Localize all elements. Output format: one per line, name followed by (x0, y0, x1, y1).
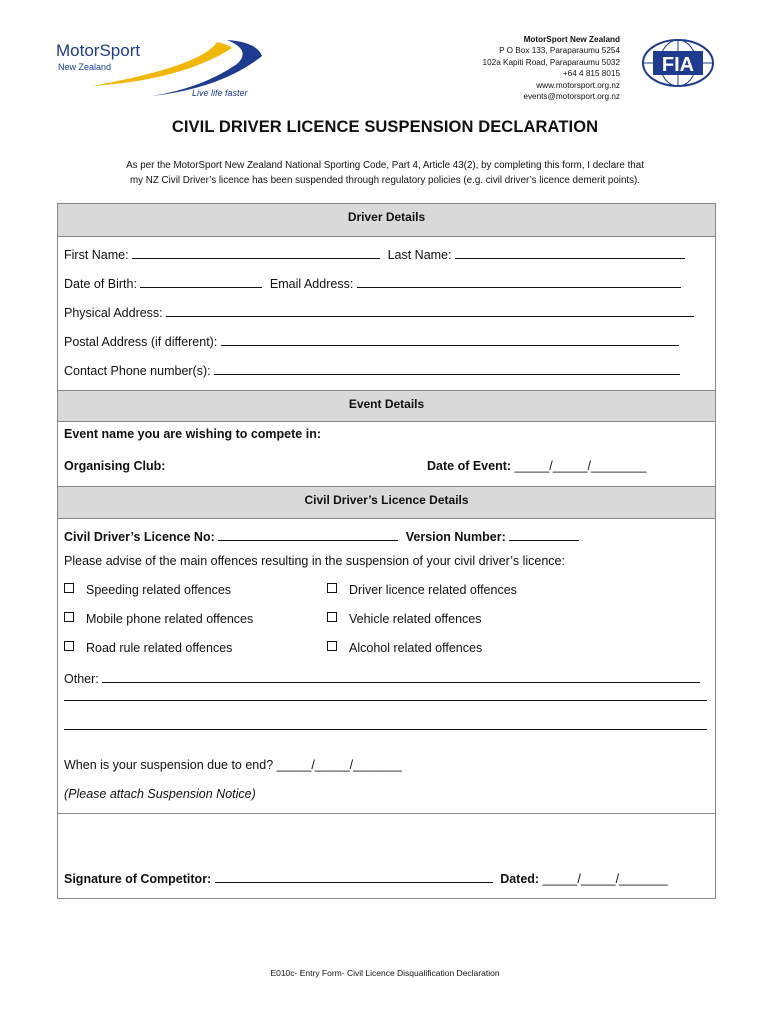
offence-label: Driver licence related offences (349, 583, 517, 597)
name-row (64, 246, 685, 262)
other-label: Other: (64, 672, 99, 686)
licence-details-header: Civil Driver’s Licence Details (58, 486, 715, 519)
offence-label: Mobile phone related offences (86, 612, 254, 626)
event-date-field[interactable]: _____/_____/________ (514, 459, 647, 473)
first-name-field[interactable] (132, 246, 380, 259)
checkbox-icon[interactable] (327, 583, 337, 593)
offence-vehicle[interactable] (327, 612, 482, 626)
postal-address-label: Postal Address (if different): (64, 335, 218, 349)
physical-address-row (64, 304, 694, 320)
offence-alcohol[interactable] (327, 641, 482, 655)
po-box: P O Box 133, Paraparaumu 5254 (499, 46, 620, 56)
postal-address-field[interactable] (221, 333, 679, 346)
checkbox-icon[interactable] (327, 641, 337, 651)
phone-row (64, 362, 680, 378)
licence-no-field[interactable] (218, 528, 398, 541)
svg-text:Live life faster: Live life faster (192, 88, 248, 98)
email-field[interactable] (357, 275, 681, 288)
event-details-header: Event Details (58, 390, 715, 422)
org-name: MotorSport New Zealand (523, 35, 620, 44)
email: events@motorsport.org.nz (523, 92, 620, 102)
suspension-end-field[interactable]: _____/_____/_______ (276, 758, 402, 772)
event-name-label: Event name you are wishing to compete in: (64, 427, 321, 441)
motorsport-logo (52, 36, 272, 102)
checkbox-icon[interactable] (64, 612, 74, 622)
checkbox-icon[interactable] (64, 583, 74, 593)
declaration-form (57, 203, 716, 899)
motorsport-swoosh-icon (52, 36, 272, 102)
other-line-2[interactable] (64, 700, 707, 701)
offence-mobile-phone[interactable] (64, 612, 253, 626)
licence-no-label: Civil Driver’s Licence No: (64, 530, 215, 544)
other-row (64, 670, 700, 686)
postal-address-row (64, 333, 679, 349)
suspension-end-label: When is your suspension due to end? (64, 758, 274, 772)
svg-text:FIA: FIA (661, 54, 695, 76)
intro-line-2: my NZ Civil Driver’s licence has been suspended through regulatory policies (e.g. civil driver’s licence demerit points). (129, 175, 641, 186)
offence-label: Speeding related offences (86, 583, 232, 597)
organising-club-label: Organising Club: (64, 459, 166, 473)
suspension-end-row (64, 758, 402, 772)
contact-block (483, 34, 620, 102)
last-name-label: Last Name: (387, 248, 452, 262)
svg-text:MotorSport: MotorSport (56, 41, 141, 60)
dob-field[interactable] (140, 275, 262, 288)
intro-line-1: As per the MotorSport New Zealand National Sporting Code, Part 4, Article 43(2), by completing this form, I declare that (126, 160, 644, 171)
checkbox-icon[interactable] (327, 612, 337, 622)
event-date-label: Date of Event: (427, 459, 512, 473)
first-name-label: First Name: (64, 248, 129, 262)
last-name-field[interactable] (455, 246, 685, 259)
driver-details-header: Driver Details (58, 204, 715, 237)
version-label: Version Number: (405, 530, 506, 544)
website: www.motorsport.org.nz (536, 80, 620, 90)
version-field[interactable] (509, 528, 579, 541)
page-title: CIVIL DRIVER LICENCE SUSPENSION DECLARATION (171, 118, 599, 136)
email-label: Email Address: (269, 277, 354, 291)
offence-label: Alcohol related offences (349, 641, 483, 655)
phone-field[interactable] (214, 362, 680, 375)
dob-label: Date of Birth: (64, 277, 137, 291)
offence-road-rule[interactable] (64, 641, 232, 655)
signature-label: Signature of Competitor: (64, 872, 212, 886)
other-field[interactable] (102, 670, 700, 683)
signature-field[interactable] (215, 870, 493, 883)
signature-row (64, 870, 668, 886)
fia-globe-icon (641, 38, 715, 88)
signature-divider (58, 813, 715, 814)
dob-email-row (64, 275, 681, 291)
other-line-3[interactable] (64, 729, 707, 730)
attach-note: (Please attach Suspension Notice) (64, 787, 256, 801)
physical-address-label: Physical Address: (64, 306, 163, 320)
advise-text: Please advise of the main offences resulting in the suspension of your civil driver’s licence: (64, 554, 565, 568)
offence-speeding[interactable] (64, 583, 231, 597)
offence-label: Vehicle related offences (349, 612, 482, 626)
svg-text:New Zealand: New Zealand (58, 62, 112, 72)
phone: +64 4 815 8015 (562, 69, 620, 79)
fia-logo (641, 38, 715, 88)
checkbox-icon[interactable] (64, 641, 74, 651)
street-address: 102a Kapiti Road, Paraparaumu 5032 (482, 57, 620, 67)
dated-field[interactable]: _____/_____/_______ (542, 872, 668, 886)
intro-text (60, 158, 710, 188)
dated-label: Dated: (500, 872, 540, 886)
phone-label: Contact Phone number(s): (64, 364, 211, 378)
physical-address-field[interactable] (166, 304, 694, 317)
licence-row (64, 528, 579, 544)
offence-driver-licence[interactable] (327, 583, 517, 597)
event-date-row (427, 459, 647, 473)
offence-label: Road rule related offences (86, 641, 233, 655)
footer-text: E010c- Entry Form- Civil Licence Disqualification Declaration (270, 968, 500, 978)
